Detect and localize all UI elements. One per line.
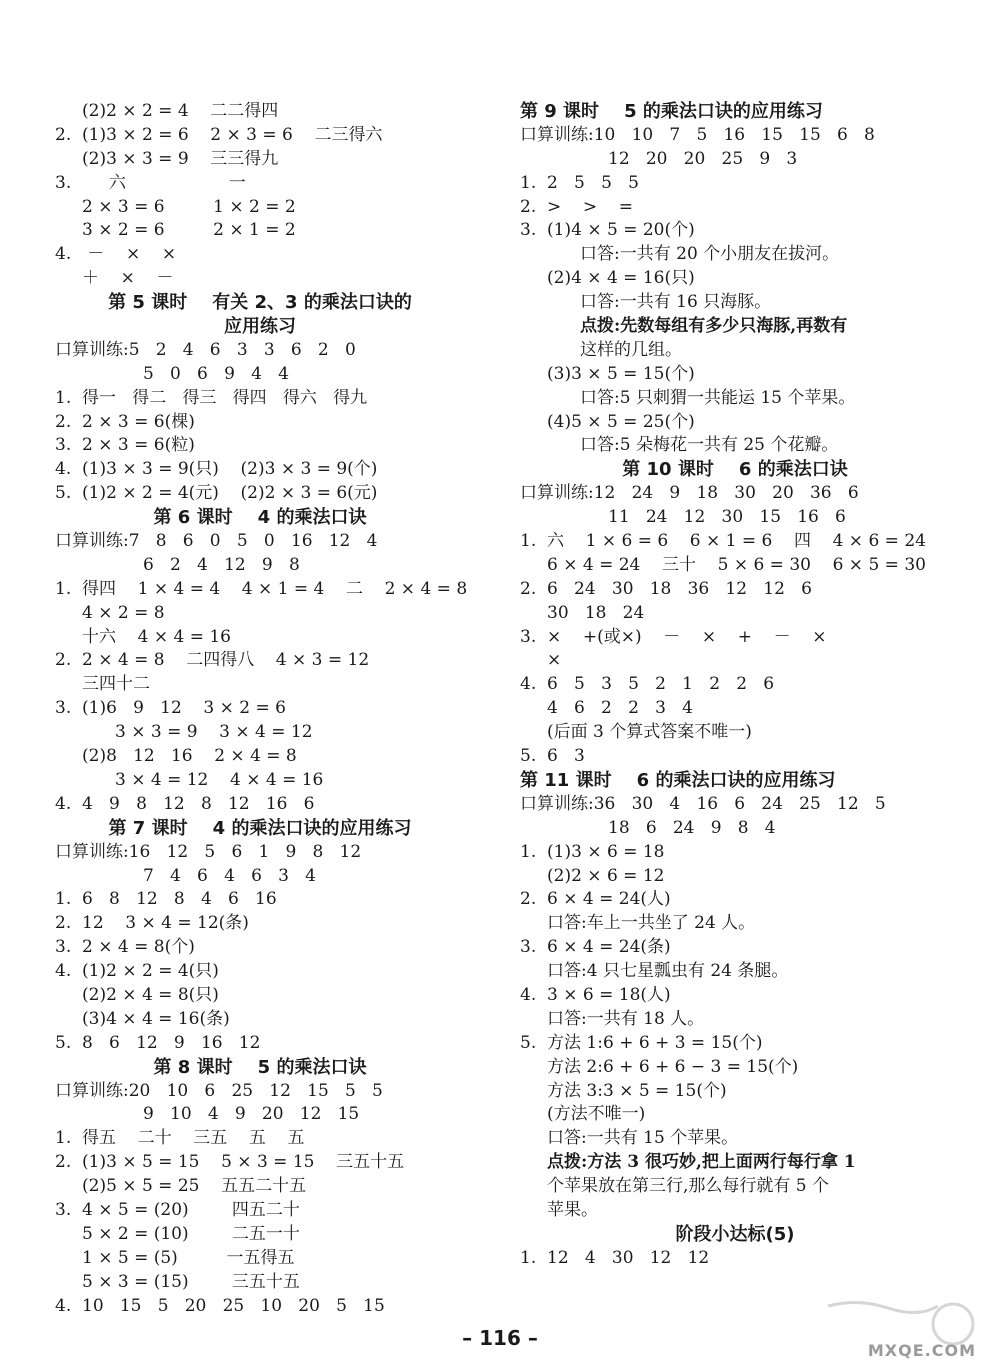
answer-line: 口算训练:20 10 6 25 12 15 5 5 — [55, 1080, 383, 1101]
answer-line: × — [547, 650, 562, 671]
answer-line: 口答:5 只刺猬一共能运 15 个苹果。 — [580, 387, 856, 408]
right-column — [520, 100, 950, 1271]
answer-line: 3 × 2 = 6 2 × 1 = 2 — [82, 220, 296, 241]
answer-line: 4. (1)2 × 2 = 4(只) — [55, 961, 219, 982]
watermark-text: MXQE.COM — [867, 1341, 976, 1360]
answer-line: 1. 得四 1 × 4 = 4 4 × 1 = 4 二 2 × 4 = 8 — [55, 578, 468, 599]
answer-line: 3. 4 × 5 = (20) 四五二十 — [55, 1199, 300, 1220]
answer-line: 12 20 20 25 9 3 — [608, 148, 798, 169]
answer-line: 2. (1)3 × 2 = 6 2 × 3 = 6 二三得六 — [55, 124, 383, 145]
answer-line: 苹果。 — [547, 1199, 598, 1220]
answer-line: 点拨:方法 3 很巧妙,把上面两行每行拿 1 — [547, 1152, 856, 1173]
answer-line: 方法 2:6 + 6 + 6 − 3 = 15(个) — [547, 1056, 799, 1077]
answer-line: 5. 6 3 — [520, 746, 585, 767]
answer-line: (后面 3 个算式答案不唯一) — [547, 722, 752, 743]
answer-line: 口算训练:10 10 7 5 16 15 15 6 8 — [520, 124, 875, 145]
answer-line: 口算训练:36 30 4 16 6 24 25 12 5 — [520, 793, 886, 814]
answer-line: 4. 6 5 3 5 2 1 2 2 6 — [520, 674, 775, 695]
answer-line: 1. 得一 得二 得三 得四 得六 得九 — [55, 387, 368, 408]
answer-line: 十六 4 × 4 = 16 — [82, 626, 231, 647]
answer-line: 4. (1)3 × 3 = 9(只) (2)3 × 3 = 9(个) — [55, 459, 378, 480]
answer-line: 个苹果放在第三行,那么每行就有 5 个 — [547, 1176, 830, 1197]
answer-line: 4 6 2 2 3 4 — [547, 698, 693, 719]
answer-line: 口答:5 朵梅花一共有 25 个花瓣。 — [580, 435, 839, 456]
answer-line: 2. 12 3 × 4 = 12(条) — [55, 913, 249, 934]
answer-line: 点拨:先数每组有多少只海豚,再数有 — [580, 316, 848, 337]
answer-line: 18 6 24 9 8 4 — [608, 817, 776, 838]
answer-line: (3)4 × 4 = 16(条) — [82, 1008, 230, 1029]
answer-line: 3. (1)4 × 5 = 20(个) — [520, 220, 695, 241]
answer-line: 5. (1)2 × 2 = 4(元) (2)2 × 3 = 6(元) — [55, 483, 378, 504]
answer-line: 4 × 2 = 8 — [82, 602, 165, 623]
answer-line: 口答:一共有 15 个苹果。 — [547, 1128, 739, 1149]
answer-line: 口算训练:7 8 6 0 5 0 16 12 4 — [55, 531, 378, 552]
answer-line: 1 × 5 = (5) 一五得五 — [82, 1247, 295, 1268]
answer-line: 口答:一共有 18 人。 — [547, 1008, 705, 1029]
answer-line: 3. 2 × 3 = 6(粒) — [55, 435, 195, 456]
answer-line: 口答:4 只七星瓢虫有 24 条腿。 — [547, 961, 789, 982]
answer-line: 4. 10 15 5 20 25 10 20 5 15 — [55, 1295, 385, 1316]
left-column — [55, 100, 468, 1318]
answer-line: ＋ × － — [82, 268, 174, 289]
section-heading: 第 10 课时 6 的乘法口诀 — [622, 459, 848, 481]
answer-line: (2)8 12 16 2 × 4 = 8 — [82, 746, 297, 767]
answer-line: 9 10 4 9 20 12 15 — [143, 1104, 360, 1125]
answer-line: 4. － × × — [55, 244, 177, 265]
answer-line: (2)2 × 6 = 12 — [547, 865, 665, 886]
answer-line: 方法 3:3 × 5 = 15(个) — [547, 1080, 727, 1101]
answer-line: 6 2 4 12 9 8 — [143, 554, 300, 575]
answer-line: (方法不唯一) — [547, 1104, 646, 1125]
answer-line: 1. 6 8 12 8 4 6 16 — [55, 889, 277, 910]
answer-line: (4)5 × 5 = 25(个) — [547, 411, 695, 432]
answer-line: 2. 6 × 4 = 24(人) — [520, 889, 671, 910]
answer-line: 11 24 12 30 15 16 6 — [608, 507, 846, 528]
answer-line: 7 4 6 4 6 3 4 — [143, 865, 316, 886]
section-heading: 第 11 课时 6 的乘法口诀的应用练习 — [520, 769, 836, 791]
answer-line: (2)4 × 4 = 16(只) — [547, 268, 695, 289]
answer-line: 口算训练:12 24 9 18 30 20 36 6 — [520, 483, 859, 504]
answer-line: (2)2 × 4 = 8(只) — [82, 984, 219, 1005]
answer-line: 3. 六 一 — [55, 172, 246, 193]
answer-line: 2. > > = — [520, 196, 633, 217]
answer-line: 5 × 3 = (15) 三五十五 — [82, 1271, 300, 1292]
answer-line: 1. 六 1 × 6 = 6 6 × 1 = 6 四 4 × 6 = 24 — [520, 531, 926, 552]
answer-line: 4. 4 9 8 12 8 12 16 6 — [55, 793, 315, 814]
answer-line: 3. 6 × 4 = 24(条) — [520, 937, 671, 958]
answer-line: 1. 得五 二十 三五 五 五 — [55, 1128, 305, 1149]
section-heading: 第 8 课时 5 的乘法口诀 — [153, 1056, 367, 1078]
answer-line: 口答:车上一共坐了 24 人。 — [547, 913, 756, 934]
answer-line: 3 × 4 = 12 4 × 4 = 16 — [115, 769, 324, 790]
answer-line: 3. 2 × 4 = 8(个) — [55, 937, 195, 958]
answer-line: 3. × +(或×) － × + － × — [520, 626, 827, 647]
section-heading: 第 6 课时 4 的乘法口诀 — [153, 507, 367, 529]
answer-line: (2)2 × 2 = 4 二二得四 — [82, 101, 279, 121]
answer-line: 口答:一共有 20 个小朋友在拔河。 — [580, 244, 840, 265]
answer-line: 1. (1)3 × 6 = 18 — [520, 841, 665, 862]
answer-line: 2. 6 24 30 18 36 12 12 6 — [520, 578, 812, 599]
section-heading: 第 5 课时 有关 2、3 的乘法口诀的 — [108, 292, 412, 314]
answer-line: 口答:一共有 16 只海豚。 — [580, 292, 772, 313]
answer-line: 三四十二 — [82, 674, 150, 695]
answer-line: 4. 3 × 6 = 18(人) — [520, 984, 671, 1005]
answer-line: 2. 2 × 4 = 8 二四得八 4 × 3 = 12 — [55, 650, 370, 671]
answer-line: 1. 2 5 5 5 — [520, 172, 639, 193]
page-number: – 116 – — [462, 1326, 538, 1350]
answer-line: 3 × 3 = 9 3 × 4 = 12 — [115, 722, 313, 743]
answer-line: 2. (1)3 × 5 = 15 5 × 3 = 15 三五十五 — [55, 1152, 405, 1173]
answer-line: 5 × 2 = (10) 二五一十 — [82, 1223, 300, 1244]
answer-line: (2)3 × 3 = 9 三三得九 — [82, 148, 279, 169]
answer-line: 5. 8 6 12 9 16 12 — [55, 1032, 261, 1053]
section-heading: 第 9 课时 5 的乘法口诀的应用练习 — [520, 101, 823, 122]
answer-line: 2 × 3 = 6 1 × 2 = 2 — [82, 196, 296, 217]
answer-line: 5. 方法 1:6 + 6 + 3 = 15(个) — [520, 1032, 763, 1053]
answer-line: 5 0 6 9 4 4 — [143, 363, 289, 384]
section-heading: 应用练习 — [224, 316, 296, 338]
answer-line: 口算训练:5 2 4 6 3 3 6 2 0 — [55, 339, 356, 360]
answer-line: 3. (1)6 9 12 3 × 2 = 6 — [55, 698, 286, 719]
answer-line: 这样的几组。 — [580, 339, 682, 360]
answer-line: 2. 2 × 3 = 6(棵) — [55, 411, 195, 432]
answer-line: 30 18 24 — [547, 602, 645, 623]
answer-line: 1. 12 4 30 12 12 — [520, 1247, 710, 1268]
section-heading: 第 7 课时 4 的乘法口诀的应用练习 — [108, 817, 412, 839]
answer-line: 口算训练:16 12 5 6 1 9 8 12 — [55, 841, 362, 862]
answer-line: 6 × 4 = 24 三十 5 × 6 = 30 6 × 5 = 30 — [547, 554, 926, 575]
answer-line: (3)3 × 5 = 15(个) — [547, 363, 695, 384]
answer-line: (2)5 × 5 = 25 五五二十五 — [82, 1176, 307, 1197]
section-heading: 阶段小达标(5) — [675, 1223, 795, 1245]
